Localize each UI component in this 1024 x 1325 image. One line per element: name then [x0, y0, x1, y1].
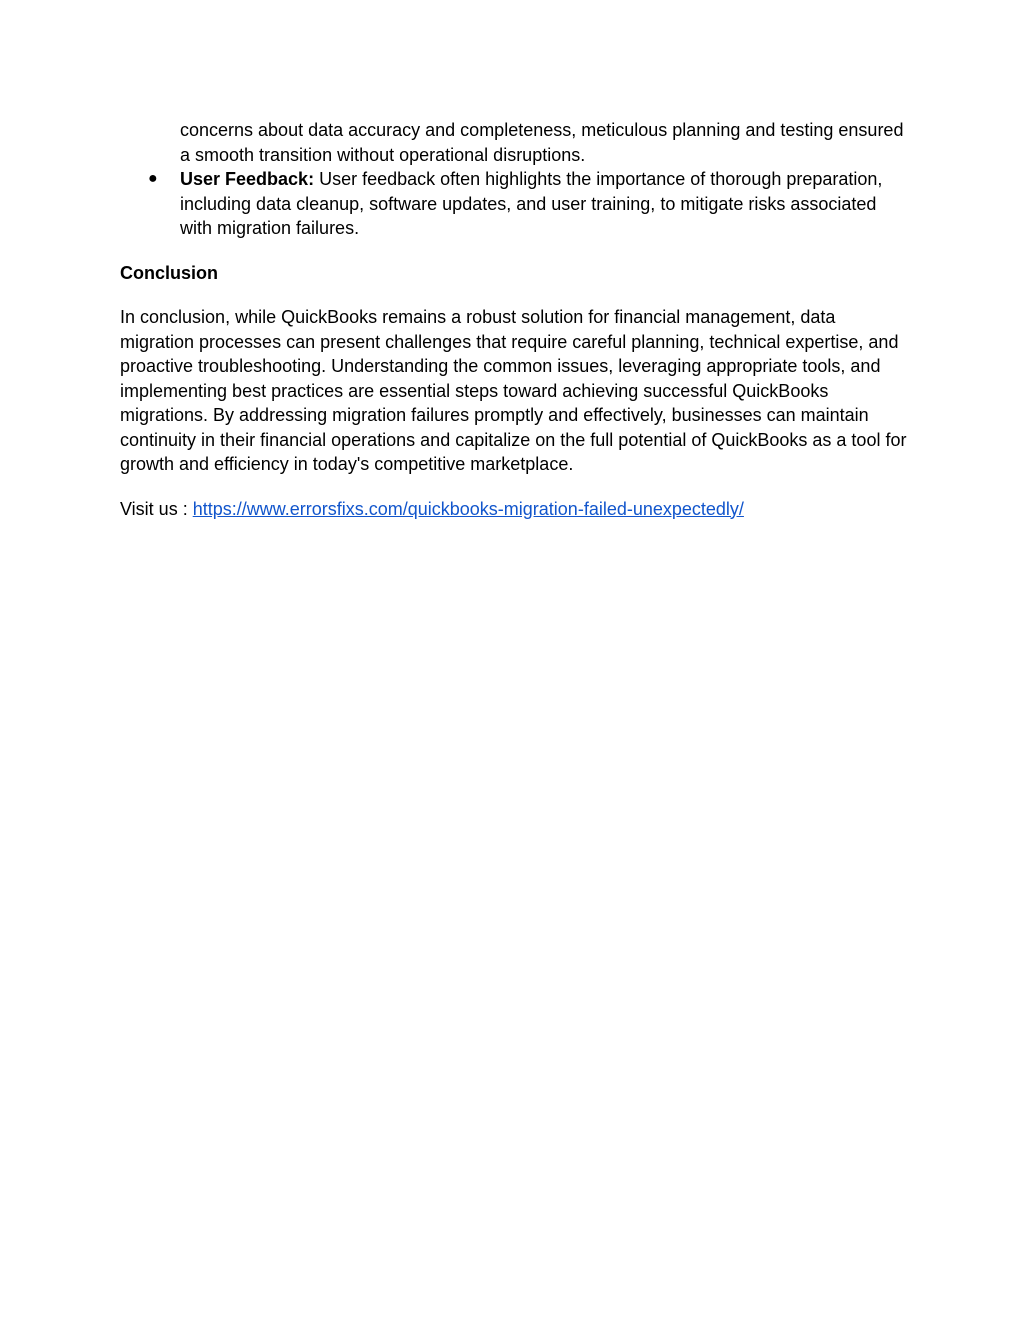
- document-page: [120, 118, 910, 521]
- conclusion-heading: Conclusion: [120, 262, 218, 283]
- visit-label: Visit us :: [120, 498, 193, 519]
- bullet-list: [120, 118, 910, 241]
- bullet-marker: ●: [148, 170, 158, 187]
- visit-line: [120, 497, 910, 522]
- conclusion-paragraph: In conclusion, while QuickBooks remains a robust solution for financial management, data migration processes can present challenges that require careful planning, technical expertise, and proactive troubleshooting. Understanding the common issues, leveraging appropriate tools, and implementing best practices are essential steps toward achieving successful QuickBooks migrations. By addressing migration failures promptly and effectively, businesses can maintain continuity in their financial operations and capitalize on the full potential of QuickBooks as a tool for growth and efficiency in today's competitive marketplace.: [120, 307, 907, 474]
- continued-bullet-text: concerns about data accuracy and completeness, meticulous planning and testing ensured a smooth transition without operational disruptions.: [180, 120, 904, 165]
- list-item-label: User Feedback:: [180, 169, 315, 189]
- visit-link[interactable]: https://www.errorsfixs.com/quickbooks-migration-failed-unexpectedly/: [192, 498, 744, 519]
- list-item-user-feedback: [148, 167, 910, 241]
- list-item-text: User feedback often highlights the importance of thorough preparation, including data cleanup, software updates, and user training, to mitigate risks associated with migration failures.: [180, 169, 883, 238]
